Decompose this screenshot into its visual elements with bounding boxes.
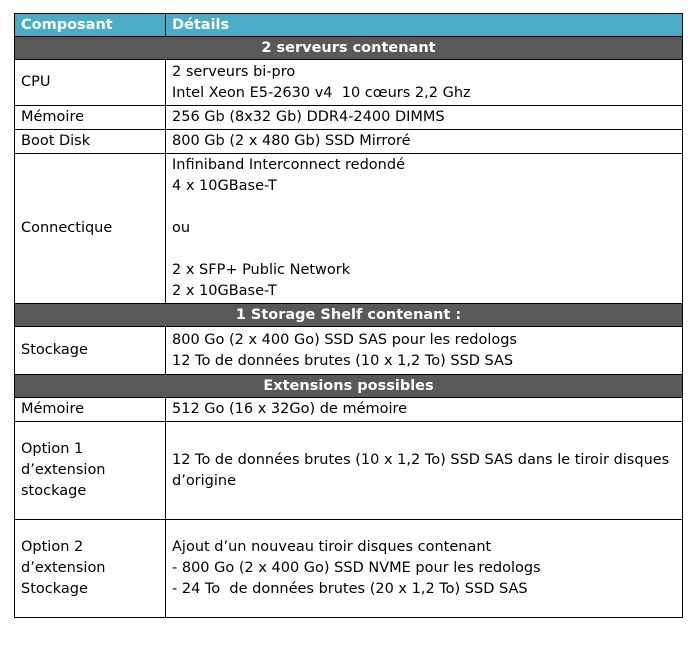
component-text: d’extension: [21, 560, 106, 576]
details-cell: [166, 154, 683, 304]
details-line: - 800 Go (2 x 400 Go) SSD NVME pour les redologs: [172, 560, 541, 576]
table-row-connectique: [15, 154, 683, 304]
details-line: [172, 239, 676, 260]
details-line: 512 Go (16 x 32Go) de mémoire: [172, 401, 408, 417]
component-cell: [15, 106, 166, 130]
section-title: 1 Storage Shelf contenant :: [15, 304, 683, 327]
component-text: stockage: [21, 483, 87, 499]
details-line: Infiniband Interconnect redondé: [172, 157, 405, 173]
table-row-memory-extension: [15, 398, 683, 422]
component-cell: [15, 422, 166, 520]
section-row-extensions: [15, 375, 683, 398]
details-cell: [166, 130, 683, 154]
table-row-stockage: [15, 327, 683, 375]
component-cell: [15, 520, 166, 618]
details-line: 2 x SFP+ Public Network: [172, 262, 351, 278]
section-row-servers: [15, 37, 683, 60]
details-cell: [166, 398, 683, 422]
component-text: d’extension: [21, 462, 106, 478]
details-cell: [166, 60, 683, 106]
component-text: Connectique: [21, 220, 113, 236]
component-text: Mémoire: [21, 109, 85, 125]
component-text: Mémoire: [21, 401, 85, 417]
table-header-row: [15, 14, 683, 37]
table-row-boot-disk: [15, 130, 683, 154]
details-cell: [166, 106, 683, 130]
details-line: 800 Gb (2 x 480 Gb) SSD Mirroré: [172, 133, 411, 149]
component-cell: [15, 60, 166, 106]
table-row-memory: [15, 106, 683, 130]
details-line: 4 x 10GBase-T: [172, 178, 277, 194]
details-line: 2 serveurs bi-pro: [172, 63, 296, 80]
details-line: 800 Go (2 x 400 Go) SSD SAS pour les redologs: [172, 331, 517, 348]
details-line: d’origine: [172, 472, 237, 489]
header-component: Composant: [15, 14, 166, 37]
details-cell: [166, 327, 683, 375]
table-row-option-1: [15, 422, 683, 520]
component-text: Option 1: [21, 441, 84, 457]
component-text: Stockage: [21, 581, 88, 597]
details-line: 2 x 10GBase-T: [172, 283, 277, 299]
details-line: 12 To de données brutes (10 x 1,2 To) SSD SAS dans le tiroir disques: [172, 451, 670, 468]
component-cell: [15, 154, 166, 304]
component-details-table: [14, 13, 683, 618]
details-line: [172, 197, 676, 218]
details-line: Ajout d’un nouveau tiroir disques contenant: [172, 539, 492, 555]
header-details: Détails: [166, 14, 683, 37]
component-text: CPU: [21, 74, 51, 90]
component-text: Option 2: [21, 539, 84, 555]
section-row-storage-shelf: [15, 304, 683, 327]
details-line: 256 Gb (8x32 Gb) DDR4-2400 DIMMS: [172, 109, 445, 125]
section-title: Extensions possibles: [15, 375, 683, 398]
details-line: Intel Xeon E5-2630 v4 10 cœurs 2,2 Ghz: [172, 84, 471, 101]
details-cell: [166, 422, 683, 520]
section-title: 2 serveurs contenant: [15, 37, 683, 60]
details-line: 12 To de données brutes (10 x 1,2 To) SSD SAS: [172, 352, 514, 369]
details-line: ou: [172, 220, 191, 236]
component-cell: [15, 327, 166, 375]
table-row-option-2: [15, 520, 683, 618]
table-row-cpu: [15, 60, 683, 106]
component-cell: [15, 398, 166, 422]
component-text: Stockage: [21, 342, 88, 358]
details-cell: [166, 520, 683, 618]
component-text: Boot Disk: [21, 133, 91, 149]
component-cell: [15, 130, 166, 154]
details-line: - 24 To de données brutes (20 x 1,2 To) SSD SAS: [172, 581, 528, 597]
